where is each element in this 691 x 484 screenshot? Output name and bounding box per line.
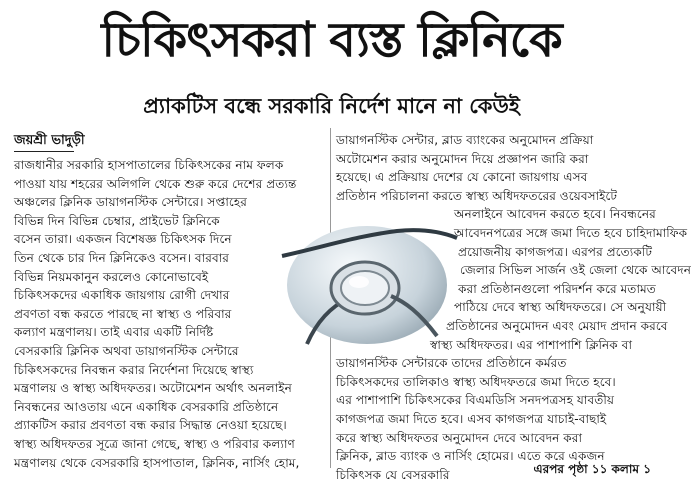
- right-line: চিকিৎসক যে বেসরকারি: [336, 467, 450, 482]
- right-line: ডায়াগনস্টিক সেন্টার, ব্লাড ব্যাংকের অনুমোদন প্রক্রিয়া: [336, 133, 594, 147]
- left-line: পাওয়া যায় শহরের অলিগলি থেকে শুরু করে দেশের প্রত্যন্ত: [14, 176, 297, 191]
- left-column: [14, 156, 326, 472]
- headline: চিকিৎসকরা ব্যস্ত ক্লিনিকে: [101, 12, 562, 68]
- subheadline: প্র্যাকটিস বন্ধে সরকারি নির্দেশ মানে না কেউই: [143, 94, 520, 118]
- right-line: কাগজপত্র জমা দিতে হবে। এসব কাগজপত্র যাচাই-বাছাই: [336, 411, 607, 426]
- right-line: প্রয়োজনীয় কাগজপত্র। এরপর প্রত্যেকটি: [458, 244, 652, 259]
- left-line: বসেন তারা। একজন বিশেষজ্ঞ চিকিৎসক দিনে: [14, 232, 232, 247]
- right-line: করে স্বাস্থ্য অধিদফতর অনুমোদন দেবে আবেদন করা: [336, 430, 583, 445]
- left-line: অঞ্চলের ক্লিনিক ডায়াগনস্টিক সেন্টারে। সপ্তাহের: [14, 195, 247, 210]
- right-line: প্রতিষ্ঠান পরিচালনা করতে স্বাস্থ্য অধিদফতরের ওয়েবসাইটে: [336, 188, 618, 203]
- left-line: বিভিন্ন নিয়মকানুন করলেও কোনোভাবেই: [14, 269, 209, 284]
- right-line: চিকিৎসকদের তালিকাও স্বাস্থ্য অধিদফতরে জমা দিতে হবে।: [336, 374, 616, 389]
- right-line: এর পাশাপাশি চিকিৎসকের বিএমডিসি সনদপত্রসহ যাবতীয়: [336, 393, 615, 408]
- left-line: কল্যাণ মন্ত্রণালয়। তাই এবার একটি নির্দিষ্ট: [14, 325, 214, 340]
- left-line: নিবন্ধনের আওতায় এনে একাধিক বেসরকারি প্রতিষ্ঠানে: [14, 399, 279, 414]
- left-line: বেসরকারি ক্লিনিক অথবা ডায়াগনস্টিক সেন্টারে: [14, 343, 239, 358]
- left-line: চিকিৎসকদের নিবন্ধন করার নির্দেশনা দিয়েছে স্বাস্থ্য: [14, 362, 254, 377]
- left-line: প্রবণতা বন্ধ করতে পারছে না স্বাস্থ্য ও পরিবার: [14, 306, 232, 321]
- left-line: প্র্যাকটিস করার প্রবণতা বন্ধ করার সিদ্ধান্ত নেওয়া হয়েছে।: [14, 418, 287, 433]
- right-line: প্রতিষ্ঠানের অনুমোদন এবং মেয়াদ প্রদান করবে: [446, 318, 668, 333]
- right-line: ডায়াগনস্টিক সেন্টারকে তাদের প্রতিষ্ঠানে কর্মরত: [336, 356, 567, 371]
- right-line: অটোমেশন করার অনুমোদন দিয়ে প্রজ্ঞাপন জারি করা: [336, 151, 589, 166]
- left-line: রাজধানীর সরকারি হাসপাতালের চিকিৎসকের নাম ফলক: [14, 158, 284, 172]
- right-line: হয়েছে। এ প্রক্রিয়ায় দেশের যে কোনো জায়গায় এসব: [336, 170, 588, 185]
- stethoscope-icon: [287, 226, 447, 344]
- right-line: স্বাস্থ্য অধিদফতর। এর পাশাপাশি ক্লিনিক বা: [430, 337, 632, 352]
- left-line: মন্ত্রণালয় থেকে বেসরকারি হাসপাতাল, ক্লিনিক, নার্সিং হোম,: [14, 455, 300, 470]
- byline-underline: [14, 151, 74, 152]
- left-line: তিন থেকে চার দিন ক্লিনিকেও বসেন। বারবার: [14, 250, 229, 265]
- left-line: স্বাস্থ্য অধিদফতর সূত্রে জানা গেছে, স্বাস্থ্য ও পরিবার কল্যাণ: [14, 436, 295, 451]
- left-line: মন্ত্রণালয় ও স্বাস্থ্য অধিদফতর। অটোমেশন অর্থাৎ অনলাইন: [14, 381, 292, 396]
- right-line: জেলার সিভিল সার্জন ওই জেলা থেকে আবেদন: [460, 263, 691, 278]
- right-line: আবেদনপত্রের সঙ্গে জমা দিতে হবে চাহিদামাফিক: [454, 225, 688, 240]
- right-line: ক্লিনিক, ব্লাড ব্যাংক ও নার্সিং হোমের। এতে করে একজন: [336, 449, 605, 464]
- stethoscope-photo: [287, 226, 447, 344]
- continuation-note: এরপর পৃষ্ঠা ১১ কলাম ১: [533, 462, 651, 476]
- byline: জয়শ্রী ভাদুড়ী: [14, 133, 85, 148]
- right-line: পাঠিয়ে দেবে স্বাস্থ্য অধিদফতরে। সে অনুযায়ী: [454, 300, 667, 315]
- left-line: চিকিৎসকদের একাধিক জায়গায় রোগী দেখার: [14, 288, 230, 303]
- left-line: বিভিন্ন দিন বিভিন্ন চেম্বার, প্রাইভেট ক্লিনিকে: [14, 213, 220, 228]
- right-line: অনলাইনে আবেদন করতে হবে। নিবন্ধনের: [454, 207, 656, 222]
- right-line: করা প্রতিষ্ঠানগুলো পরিদর্শন করে মতামত: [458, 281, 656, 296]
